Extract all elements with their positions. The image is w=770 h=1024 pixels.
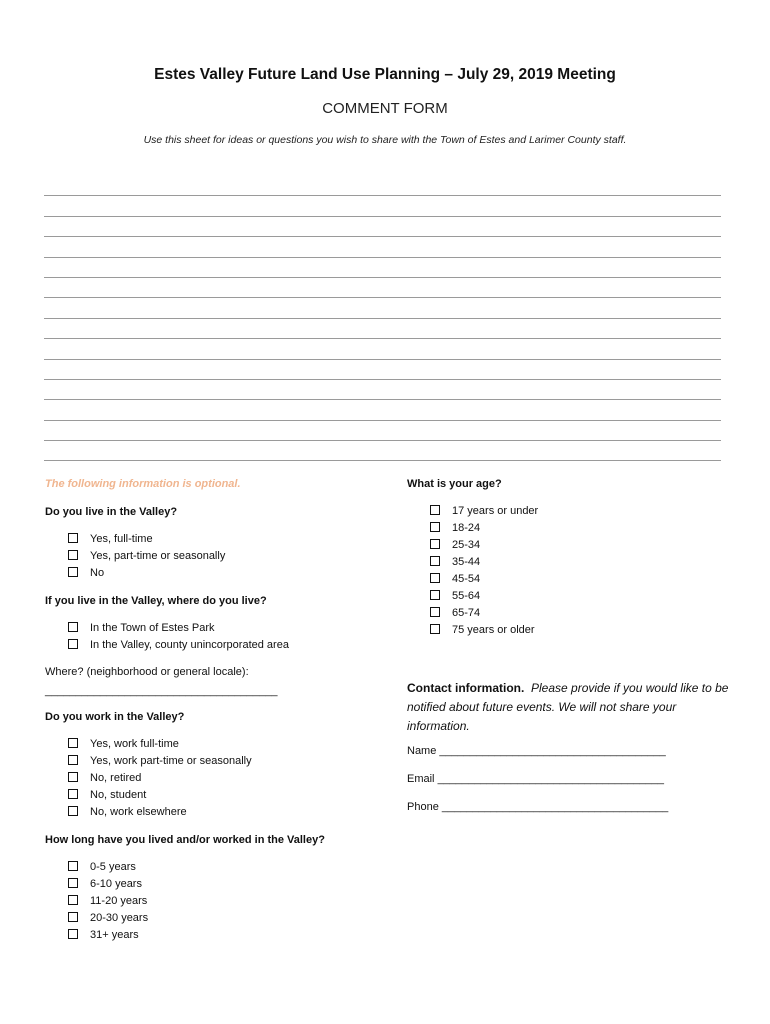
checkbox[interactable]: [68, 622, 78, 632]
comment-line[interactable]: [44, 278, 721, 298]
age-question: What is your age?: [407, 478, 502, 490]
comment-line[interactable]: [44, 217, 721, 237]
comment-line[interactable]: [44, 176, 721, 196]
work-option[interactable]: No, work elsewhere: [68, 804, 252, 821]
locale-label: Where? (neighborhood or general locale):: [45, 666, 249, 678]
duration-option[interactable]: 31+ years: [68, 927, 148, 944]
age-option[interactable]: 55-64: [430, 588, 538, 605]
email-field[interactable]: [407, 773, 664, 785]
contact-note: Please provide if you would like to be notified about future events. We will not share your information.: [407, 681, 729, 733]
live-option[interactable]: Yes, full-time: [68, 531, 225, 548]
where-live-question: If you live in the Valley, where do you live?: [45, 595, 267, 607]
checkbox[interactable]: [68, 772, 78, 782]
work-option[interactable]: No, retired: [68, 770, 252, 787]
phone-field[interactable]: [407, 801, 668, 813]
checkbox[interactable]: [430, 556, 440, 566]
where-option[interactable]: In the Town of Estes Park: [68, 620, 289, 637]
checkbox[interactable]: [68, 789, 78, 799]
age-option[interactable]: 65-74: [430, 605, 538, 622]
comment-lines-area[interactable]: [44, 176, 721, 461]
name-label: Name: [407, 745, 437, 757]
checkbox[interactable]: [68, 550, 78, 560]
checkbox[interactable]: [68, 755, 78, 765]
age-option[interactable]: 17 years or under: [430, 503, 538, 520]
contact-heading: Contact information.: [407, 681, 525, 695]
duration-option[interactable]: 11-20 years: [68, 893, 148, 910]
optional-note: The following information is optional.: [45, 478, 241, 490]
comment-line[interactable]: [44, 380, 721, 400]
age-options: [430, 503, 538, 639]
age-option[interactable]: 18-24: [430, 520, 538, 537]
checkbox[interactable]: [68, 533, 78, 543]
comment-line[interactable]: [44, 400, 721, 420]
work-option[interactable]: Yes, work full-time: [68, 736, 252, 753]
live-option[interactable]: No: [68, 565, 225, 582]
comment-line[interactable]: [44, 298, 721, 318]
age-option[interactable]: 25-34: [430, 537, 538, 554]
work-in-valley-question: Do you work in the Valley?: [45, 711, 185, 723]
duration-option[interactable]: 0-5 years: [68, 859, 148, 876]
live-in-valley-options: [68, 531, 225, 582]
duration-option[interactable]: 6-10 years: [68, 876, 148, 893]
form-subtitle: COMMENT FORM: [322, 100, 448, 117]
checkbox[interactable]: [68, 806, 78, 816]
checkbox[interactable]: [430, 522, 440, 532]
checkbox[interactable]: [430, 573, 440, 583]
name-field[interactable]: [407, 745, 666, 757]
checkbox[interactable]: [68, 738, 78, 748]
comment-line[interactable]: [44, 441, 721, 461]
comment-line[interactable]: [44, 339, 721, 359]
comment-line[interactable]: [44, 196, 721, 216]
live-option[interactable]: Yes, part-time or seasonally: [68, 548, 225, 565]
work-option[interactable]: No, student: [68, 787, 252, 804]
page-title: Estes Valley Future Land Use Planning – July 29, 2019 Meeting: [154, 66, 616, 83]
phone-label: Phone: [407, 801, 439, 813]
work-option[interactable]: Yes, work part-time or seasonally: [68, 753, 252, 770]
phone-blank[interactable]: _____________________________________: [441, 801, 669, 813]
comment-line[interactable]: [44, 319, 721, 339]
name-blank[interactable]: _____________________________________: [439, 745, 666, 757]
checkbox[interactable]: [68, 861, 78, 871]
checkbox[interactable]: [68, 878, 78, 888]
checkbox[interactable]: [68, 895, 78, 905]
checkbox[interactable]: [68, 912, 78, 922]
email-blank[interactable]: _____________________________________: [437, 773, 664, 785]
comment-line[interactable]: [44, 258, 721, 278]
checkbox[interactable]: [430, 505, 440, 515]
checkbox[interactable]: [68, 929, 78, 939]
checkbox[interactable]: [68, 567, 78, 577]
how-long-question: How long have you lived and/or worked in the Valley?: [45, 834, 325, 846]
checkbox[interactable]: [430, 539, 440, 549]
checkbox[interactable]: [430, 607, 440, 617]
where-option[interactable]: In the Valley, county unincorporated area: [68, 637, 289, 654]
work-options: [68, 736, 252, 821]
live-in-valley-question: Do you live in the Valley?: [45, 506, 178, 518]
where-live-options: [68, 620, 289, 654]
contact-info-block: [407, 679, 732, 736]
age-option[interactable]: 35-44: [430, 554, 538, 571]
checkbox[interactable]: [430, 590, 440, 600]
duration-option[interactable]: 20-30 years: [68, 910, 148, 927]
locale-field[interactable]: ______________________________________: [45, 685, 278, 697]
checkbox[interactable]: [430, 624, 440, 634]
form-instructions: Use this sheet for ideas or questions you wish to share with the Town of Estes and Larimer County staff.: [143, 134, 627, 146]
comment-line[interactable]: [44, 237, 721, 257]
comment-line[interactable]: [44, 360, 721, 380]
comment-line[interactable]: [44, 421, 721, 441]
how-long-options: [68, 859, 148, 944]
age-option[interactable]: 75 years or older: [430, 622, 538, 639]
checkbox[interactable]: [68, 639, 78, 649]
age-option[interactable]: 45-54: [430, 571, 538, 588]
email-label: Email: [407, 773, 435, 785]
